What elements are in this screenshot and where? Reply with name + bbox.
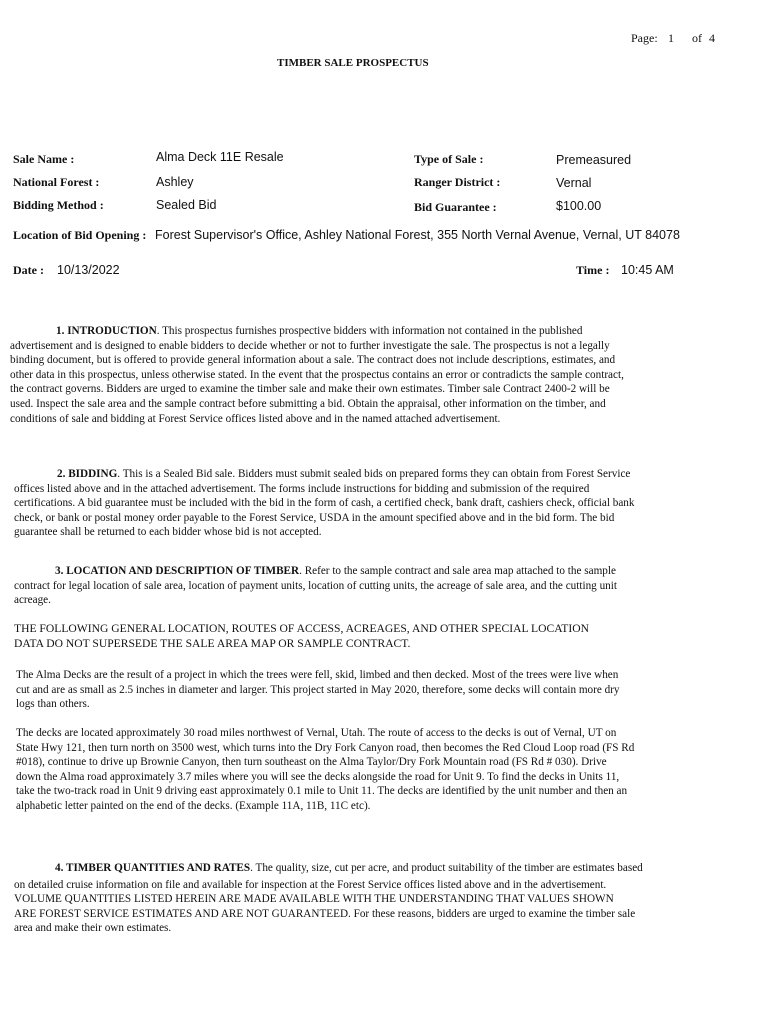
- alma-decks-paragraph: The Alma Decks are the result of a project in which the trees were fell, skid, limbed and then decked. Most of the trees were live when cut and are as small as 2.5 inches in diameter and larger. This project started in May 2020, therefore, some decks will contain more dry logs than others.: [16, 669, 620, 711]
- ranger-district-value: Vernal: [556, 176, 592, 190]
- type-of-sale-value: Premeasured: [556, 153, 632, 167]
- bidding-heading: 2. BIDDING: [57, 468, 118, 480]
- quantities-heading: 4. TIMBER QUANTITIES AND RATES: [55, 862, 251, 874]
- sale-name-label: Sale Name :: [13, 152, 75, 166]
- date-value: 10/13/2022: [57, 263, 120, 277]
- of-label: of: [692, 31, 702, 45]
- bidding-method-label: Bidding Method :: [13, 198, 104, 212]
- ranger-district-label: Ranger District :: [414, 175, 501, 189]
- bid-guarantee-label: Bid Guarantee :: [414, 200, 497, 214]
- bidding-method-value: Sealed Bid: [156, 198, 217, 212]
- bidding-section: 2. BIDDING. This is a Sealed Bid sale. Bidders must submit sealed bids on prepared forms they can obtain from Forest Service offices listed above and in the attached advertisement. The forms include instructions for bidding and submission of the required certifications. A bid guarantee must be included with the bid in the form of cash, a certified check, bank draft, cashiers check, official bank check, or bank or postal money order payable to the Forest Service, USDA in the amount specified above and in the bid form. The bid guarantee shall be returned to each bidder whose bid is not accepted.: [14, 468, 635, 539]
- introduction-heading: 1. INTRODUCTION: [56, 325, 157, 337]
- national-forest-value: Ashley: [156, 175, 194, 189]
- sale-name-value: Alma Deck 11E Resale: [156, 150, 284, 164]
- time-label: Time :: [576, 263, 610, 277]
- location-notice: THE FOLLOWING GENERAL LOCATION, ROUTES OF ACCESS, ACREAGES, AND OTHER SPECIAL LOCATION DATA DO NOT SUPERSEDE THE SALE AREA MAP OR SAMPLE CONTRACT.: [14, 622, 589, 650]
- page-number: 1: [668, 31, 674, 45]
- page-label: Page:: [631, 31, 658, 45]
- access-route-paragraph: The decks are located approximately 30 road miles northwest of Vernal, Utah. The route of access to the decks is out of Vernal, UT on State Hwy 121, then turn north on 3500 west, which turns into the Dry Fork Canyon road, then becomes the Red Cloud Loop road (FS Rd #018), continue to drive up Brownie Canyon, then turn southeast on the Alma Taylor/Dry Fork Mountain road (FS Rd # 030). Drive down the Alma road approximately 3.7 miles where you will see the decks alongside the road for Unit 9. To find the decks in Units 11, take the two-track road in Unit 9 driving east approximately 0.1 mile to Unit 11. The decks are identified by the unit number and then an alphabetic letter painted on the end of the decks. (Example 11A, 11B, 11C etc).: [16, 727, 635, 812]
- quantities-section: 4. TIMBER QUANTITIES AND RATES. The quality, size, cut per acre, and product suitability of the timber are estimates based on detailed cruise information on file and available for inspection at the Forest Service offices listed above and in the advertisement. VOLUME QUANTITIES LISTED HEREIN ARE MADE AVAILABLE WITH THE UNDERSTANDING THAT VALUES SHOWN ARE FOREST SERVICE ESTIMATES AND ARE NOT GUARANTEED. For these reasons, bidders are urged to examine the timber sale area and make their own estimates.: [14, 862, 643, 935]
- type-of-sale-label: Type of Sale :: [414, 152, 484, 166]
- location-value: Forest Supervisor's Office, Ashley National Forest, 355 North Vernal Avenue, Vernal, UT 84078: [155, 228, 680, 242]
- location-label: Location of Bid Opening :: [13, 228, 147, 242]
- introduction-section: 1. INTRODUCTION. This prospectus furnishes prospective bidders with information not contained in the published advertisement and is designed to enable bidders to decide whether or not to further investigate the sale. The prospectus is not a legally binding document, but is offered to provide general information about a sale. The contract does not include descriptions, estimates, and other data in this prospectus, unless otherwise stated. In the event that the prospectus contains an error or contradicts the sample contract, the contract governs. Bidders are urged to examine the timber sale and make their own estimates. Timber sale Contract 2400-2 will be used. Inspect the sale area and the sample contract before submitting a bid. Obtain the appraisal, other information on the timber, and conditions of sale and bidding at Forest Service offices listed above and in the named attached advertisement.: [10, 325, 624, 425]
- date-label: Date :: [13, 263, 44, 277]
- location-section: 3. LOCATION AND DESCRIPTION OF TIMBER. Refer to the sample contract and sale area map attached to the sample contract for legal location of sale area, location of payment units, location of cutting units, the acreage of sale area, and the cutting unit acreage.: [14, 565, 617, 607]
- bid-guarantee-value: $100.00: [556, 199, 602, 213]
- national-forest-label: National Forest :: [13, 175, 100, 189]
- page-title: TIMBER SALE PROSPECTUS: [277, 57, 429, 69]
- time-value: 10:45 AM: [621, 263, 674, 277]
- location-heading: 3. LOCATION AND DESCRIPTION OF TIMBER: [55, 565, 300, 577]
- total-pages: 4: [709, 31, 715, 45]
